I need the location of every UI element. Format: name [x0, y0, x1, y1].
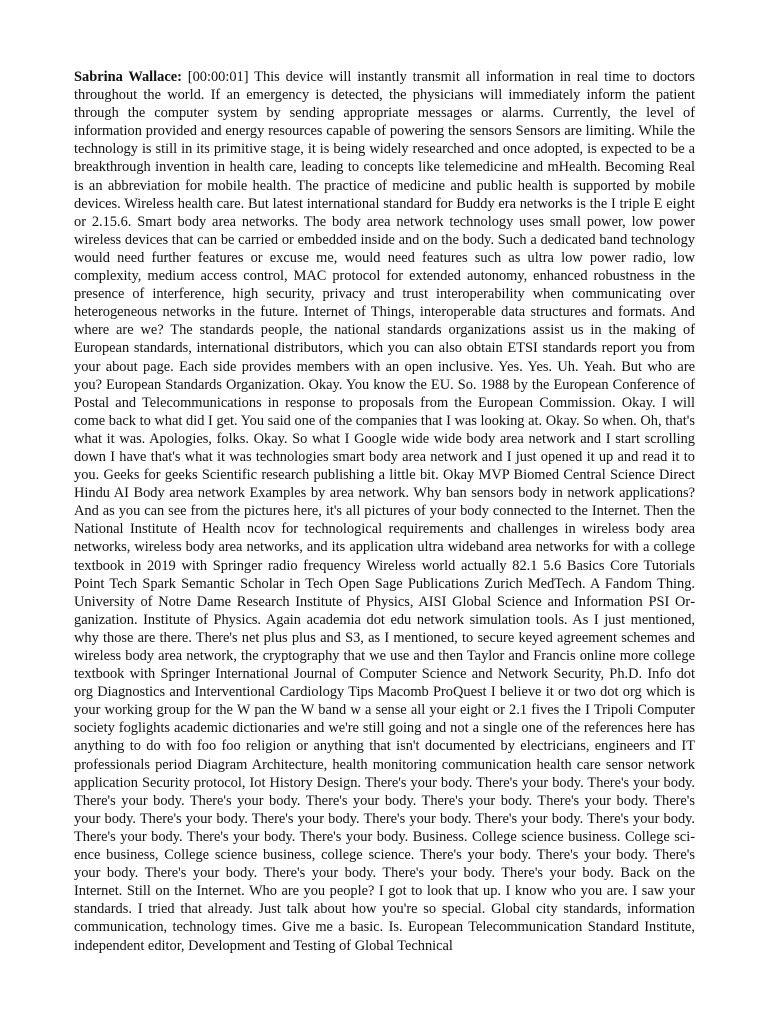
transcript-paragraph [74, 68, 695, 955]
speaker-name: Sabrina Wallace: [74, 69, 182, 85]
document-page [74, 68, 695, 955]
transcript-text: This device will instantly transmit all information in real time to doctors throughout the world. If an emergency is detected, the physicians will immediately inform the patient through the computer system by sending appropriate messages or alarms. Currently, the level of information provided and energy resources capable of powering the sensors Sensors are limiting. While the technology is still in its primitive stage, it is being widely researched and once adopted, is expected to be a breakthrough invention in health care, leading to concepts like telemedicine and mHealth. Becoming Real is an abbreviation for mobile health. The practice of medicine and public health is supported by mobile devices. Wireless health care. But latest international standard for Buddy era networks is the I triple E eight or 2.15.6. Smart body area networks. The body area network technology uses small power, low power wireless devices that can be carried or embedded inside and on the body. Such a dedicated band technology would need further features or excuse me, would need features such as ultra low power radio, low complexity, medium access control, MAC protocol for extended autonomy, enhanced robustness in the presence of interference, high security, privacy and trust interoperability when communicating over heterogeneous networks in the future. Internet of Things, interoperable data structures and formats. And where are we? The standards people, the national standards organizations assist us in the making of European standards, international distributors, which you can also obtain ETSI standards report you from your about page. Each side provides members with an open inclusive. Yes. Yes. Uh. Yeah. But who are you? European Standards Organization. Okay. You know the EU. So. 1988 by the European Conference of Postal and Telecommunications in response to proposals from the European Commission. Okay. I will come back to what did I get. You said one of the companies that I was looking at. Okay. So when. Oh, that's what it was. Apologies, folks. Okay. So what I Google wide wide body area network and I start scrolling down I have that's what it was technologies smart body area network and I just opened it up and read it to you. Geeks for geeks Scientific research publishing a little bit. Okay MVP Biomed Central Science Direct Hindu AI Body area network Examples by area network. Why ban sensors body in network applications? And as you can see from the pictures here, it's all pictures of your body connected to the Internet. Then the National Institute of Health ncov for technological requirements and challenges in wireless body area networks, wireless body area networks, and its application ultra wideband area networks for with a college textbook in 2019 with Springer radio frequency Wireless world actually 82.1 5.6 Basics Core Tutorials Point Tech Spark Semantic Scholar in Tech Open Sage Publications Zurich MedTech. A Fandom Thing. University of Notre Dame Research Institute of Physics, AISI Global Science and Information PSI Organization. Institute of Physics. Again academia dot edu network simulation tools. As I just mentioned, why those are there. There's net plus plus and S3, as I mentioned, to secure keyed agreement schemes and wireless body area network, the cryptography that we use and then Taylor and Francis online more college textbook with Springer International Journal of Computer Science and Network Security, Ph.D. Info dot org Diagnostics and Interventional Cardiology Tips Macomb ProQuest I believe it or two dot org which is your working group for the W pan the W band w a sense all your eight or 2.1 fives the I Tripoli Computer society foglights academic dictionaries and we're still going and not a single one of the references here has anything to do with foo foo religion or anything that isn't documented by electricians, engineers and IT professionals period Diagram Architecture, health monitoring communication health care sensor network application Security protocol, Iot History Design. There's your body. There's your body. There's your body. There's your body. There's your body. There's your body. There's your body. There's your body. There's your body. There's your body. There's your body. There's your body. There's your body. There's your body. There's your body. There's your body. There's your body. Business. College science business. College science business, College science business, college science. There's your body. There's your body. There's your body. There's your body. There's your body. There's your body. There's your body. Back on the Internet. Still on the Internet. Who are you people? I got to look that up. I know who you are. I saw your standards. I tried that already. Just talk about how you're so special. Global city standards, information communication, technology times. Give me a basic. Is. European Telecommunication Standard Institute, independent editor, Development and Testing of Global Technical [74, 69, 695, 954]
timestamp: [00:00:01] [187, 69, 249, 85]
